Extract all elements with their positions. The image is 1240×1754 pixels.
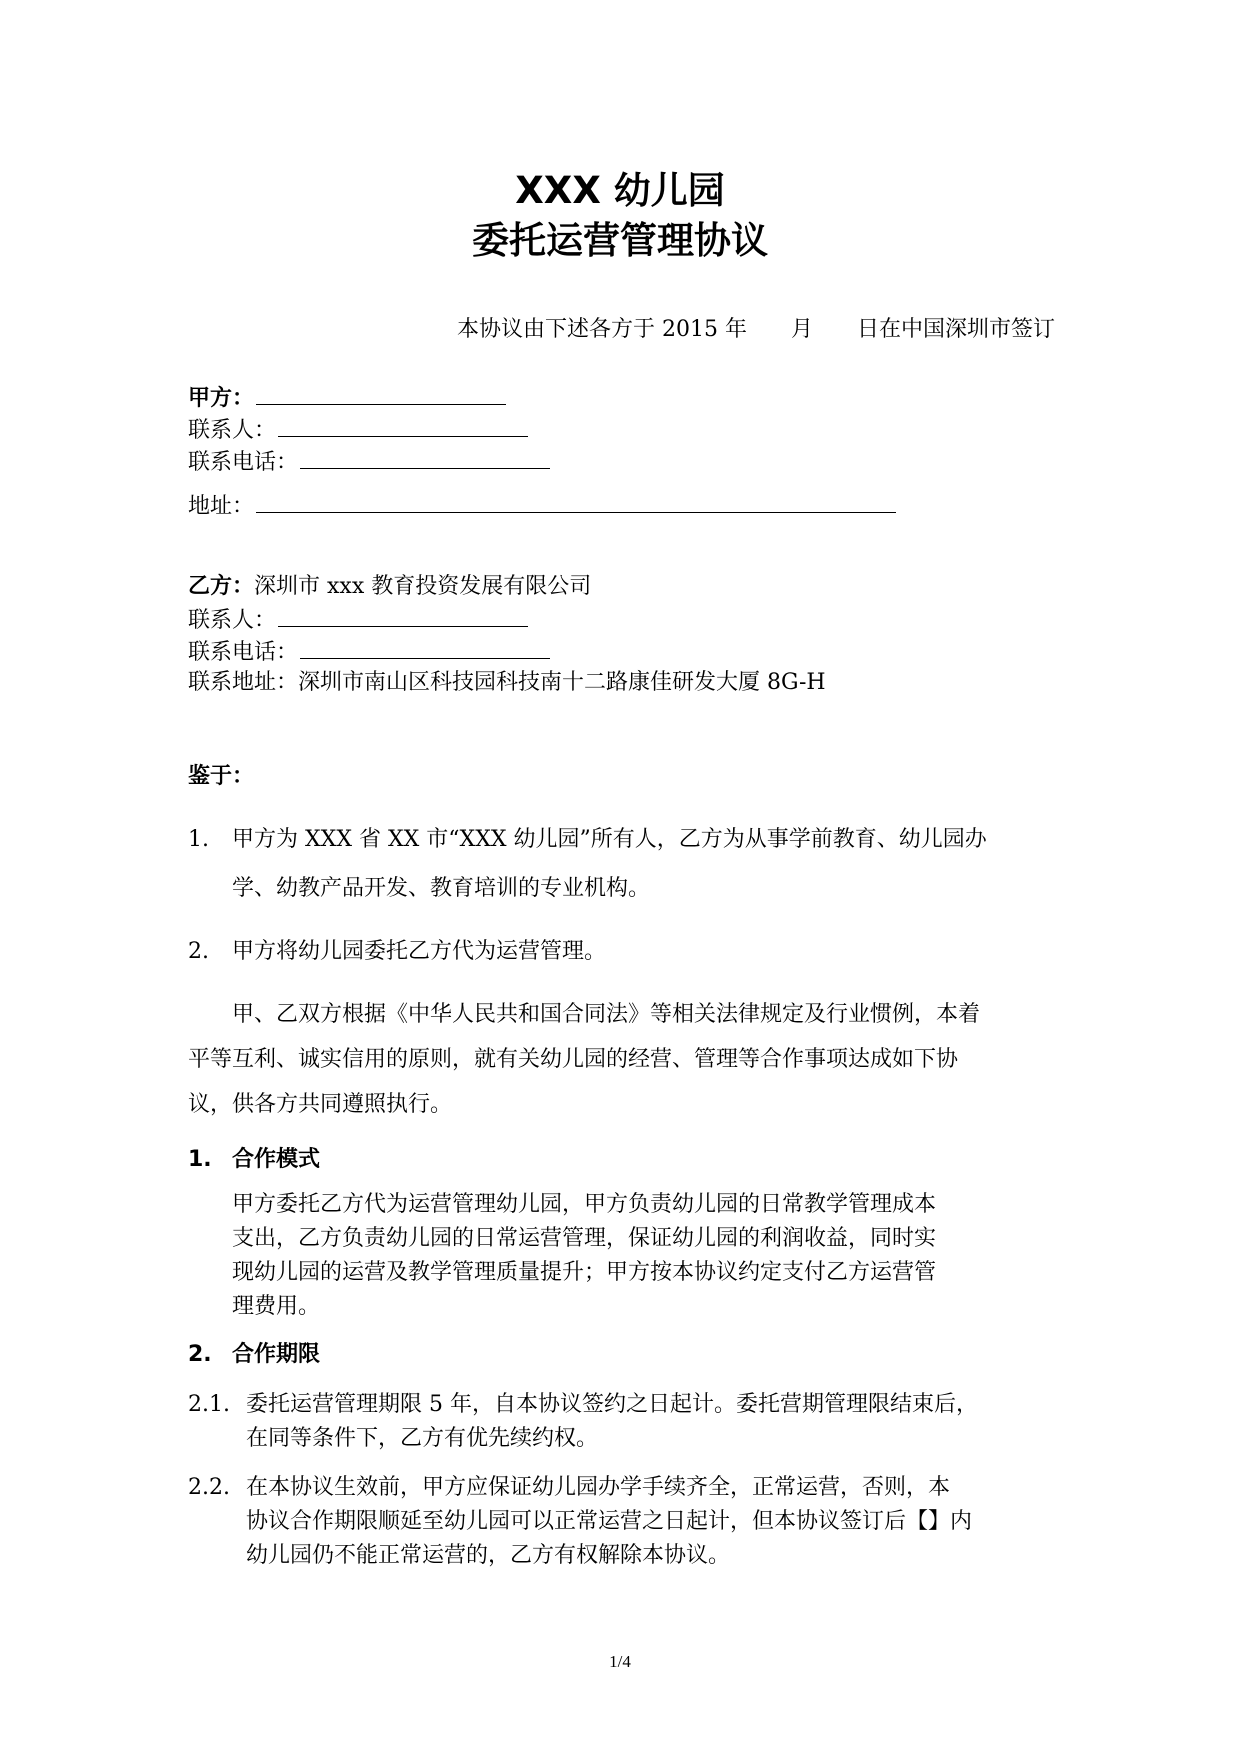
party-a-blank	[256, 382, 506, 405]
section-1-line-4: 理费用。	[232, 1294, 321, 1319]
section-1-number: 1.	[188, 1147, 212, 1172]
preamble-line-2: 平等互利、诚实信用的原则，就有关幼儿园的经营、管理等合作事项达成如下协	[188, 1047, 959, 1072]
party-b-contact-row	[188, 604, 528, 636]
party-b-contact-label: 联系人：	[188, 608, 277, 633]
party-a-address-label: 地址：	[188, 494, 255, 519]
whereas-heading: 鉴于：	[188, 764, 255, 789]
preamble-line-3: 议，供各方共同遵照执行。	[188, 1092, 453, 1117]
section-1-line-3: 现幼儿园的运营及教学管理质量提升；甲方按本协议约定支付乙方运营管	[232, 1260, 937, 1285]
section-2-heading: 合作期限	[232, 1342, 321, 1367]
section-2-number: 2.	[188, 1342, 212, 1367]
party-b-name: 深圳市 xxx 教育投资发展有限公司	[254, 574, 592, 599]
page-number: 1/4	[609, 1652, 631, 1671]
preamble-line-1: 甲、乙双方根据《中华人民共和国合同法》等相关法律规定及行业惯例，本着	[232, 1002, 981, 1027]
whereas-item-1-number: 1.	[188, 827, 209, 852]
party-a-row	[188, 382, 506, 414]
section-1-heading: 合作模式	[232, 1147, 321, 1172]
party-a-phone-label: 联系电话：	[188, 450, 299, 475]
party-b-address-row	[188, 668, 826, 698]
party-a-contact-blank	[278, 414, 528, 437]
party-b-phone-label: 联系电话：	[188, 640, 299, 665]
section-1-line-1: 甲方委托乙方代为运营管理幼儿园，甲方负责幼儿园的日常教学管理成本	[232, 1192, 937, 1217]
whereas-item-1-line-1: 甲方为 XXX 省 XX 市“XXX 幼儿园”所有人，乙方为从事学前教育、幼儿园办	[232, 827, 987, 852]
signing-statement: 本协议由下述各方于 2015 年 月 日在中国深圳市签订	[457, 317, 1055, 342]
party-a-address-row	[188, 490, 896, 522]
party-b-phone-row	[188, 636, 550, 668]
party-b-address: 深圳市南山区科技园科技南十二路康佳研发大厦 8G-H	[298, 670, 826, 695]
party-a-contact-label: 联系人：	[188, 418, 277, 443]
clause-2-1-line-1: 委托运营管理期限 5 年，自本协议签约之日起计。委托营期管理限结束后，	[246, 1392, 978, 1417]
title-line-2: 委托运营管理协议	[472, 219, 768, 262]
party-b-contact-blank	[278, 604, 528, 627]
party-a-contact-row	[188, 414, 528, 446]
whereas-item-1-line-2: 学、幼教产品开发、教育培训的专业机构。	[232, 876, 651, 901]
party-b-phone-blank	[300, 636, 550, 659]
clause-2-2-line-1: 在本协议生效前，甲方应保证幼儿园办学手续齐全，正常运营，否则，本	[246, 1475, 951, 1500]
whereas-item-2-number: 2.	[188, 939, 209, 964]
party-a-phone-row	[188, 446, 550, 478]
whereas-item-2-line-1: 甲方将幼儿园委托乙方代为运营管理。	[232, 939, 607, 964]
party-a-phone-blank	[300, 446, 550, 469]
section-1-line-2: 支出，乙方负责幼儿园的日常运营管理，保证幼儿园的利润收益，同时实	[232, 1226, 937, 1251]
party-b-label: 乙方：	[188, 574, 255, 599]
clause-2-1-number: 2.1.	[188, 1392, 230, 1417]
party-b-row	[188, 572, 591, 602]
party-b-address-label: 联系地址：	[188, 670, 299, 695]
party-a-address-blank	[256, 490, 896, 513]
clause-2-2-line-2: 协议合作期限顺延至幼儿园可以正常运营之日起计，但本协议签订后【】内	[246, 1509, 973, 1534]
clause-2-2-number: 2.2.	[188, 1475, 230, 1500]
clause-2-1-line-2: 在同等条件下，乙方有优先续约权。	[246, 1426, 599, 1451]
clause-2-2-line-3: 幼儿园仍不能正常运营的，乙方有权解除本协议。	[246, 1543, 731, 1568]
party-a-label: 甲方：	[188, 386, 255, 411]
title-line-1: XXX 幼儿园	[515, 169, 725, 212]
